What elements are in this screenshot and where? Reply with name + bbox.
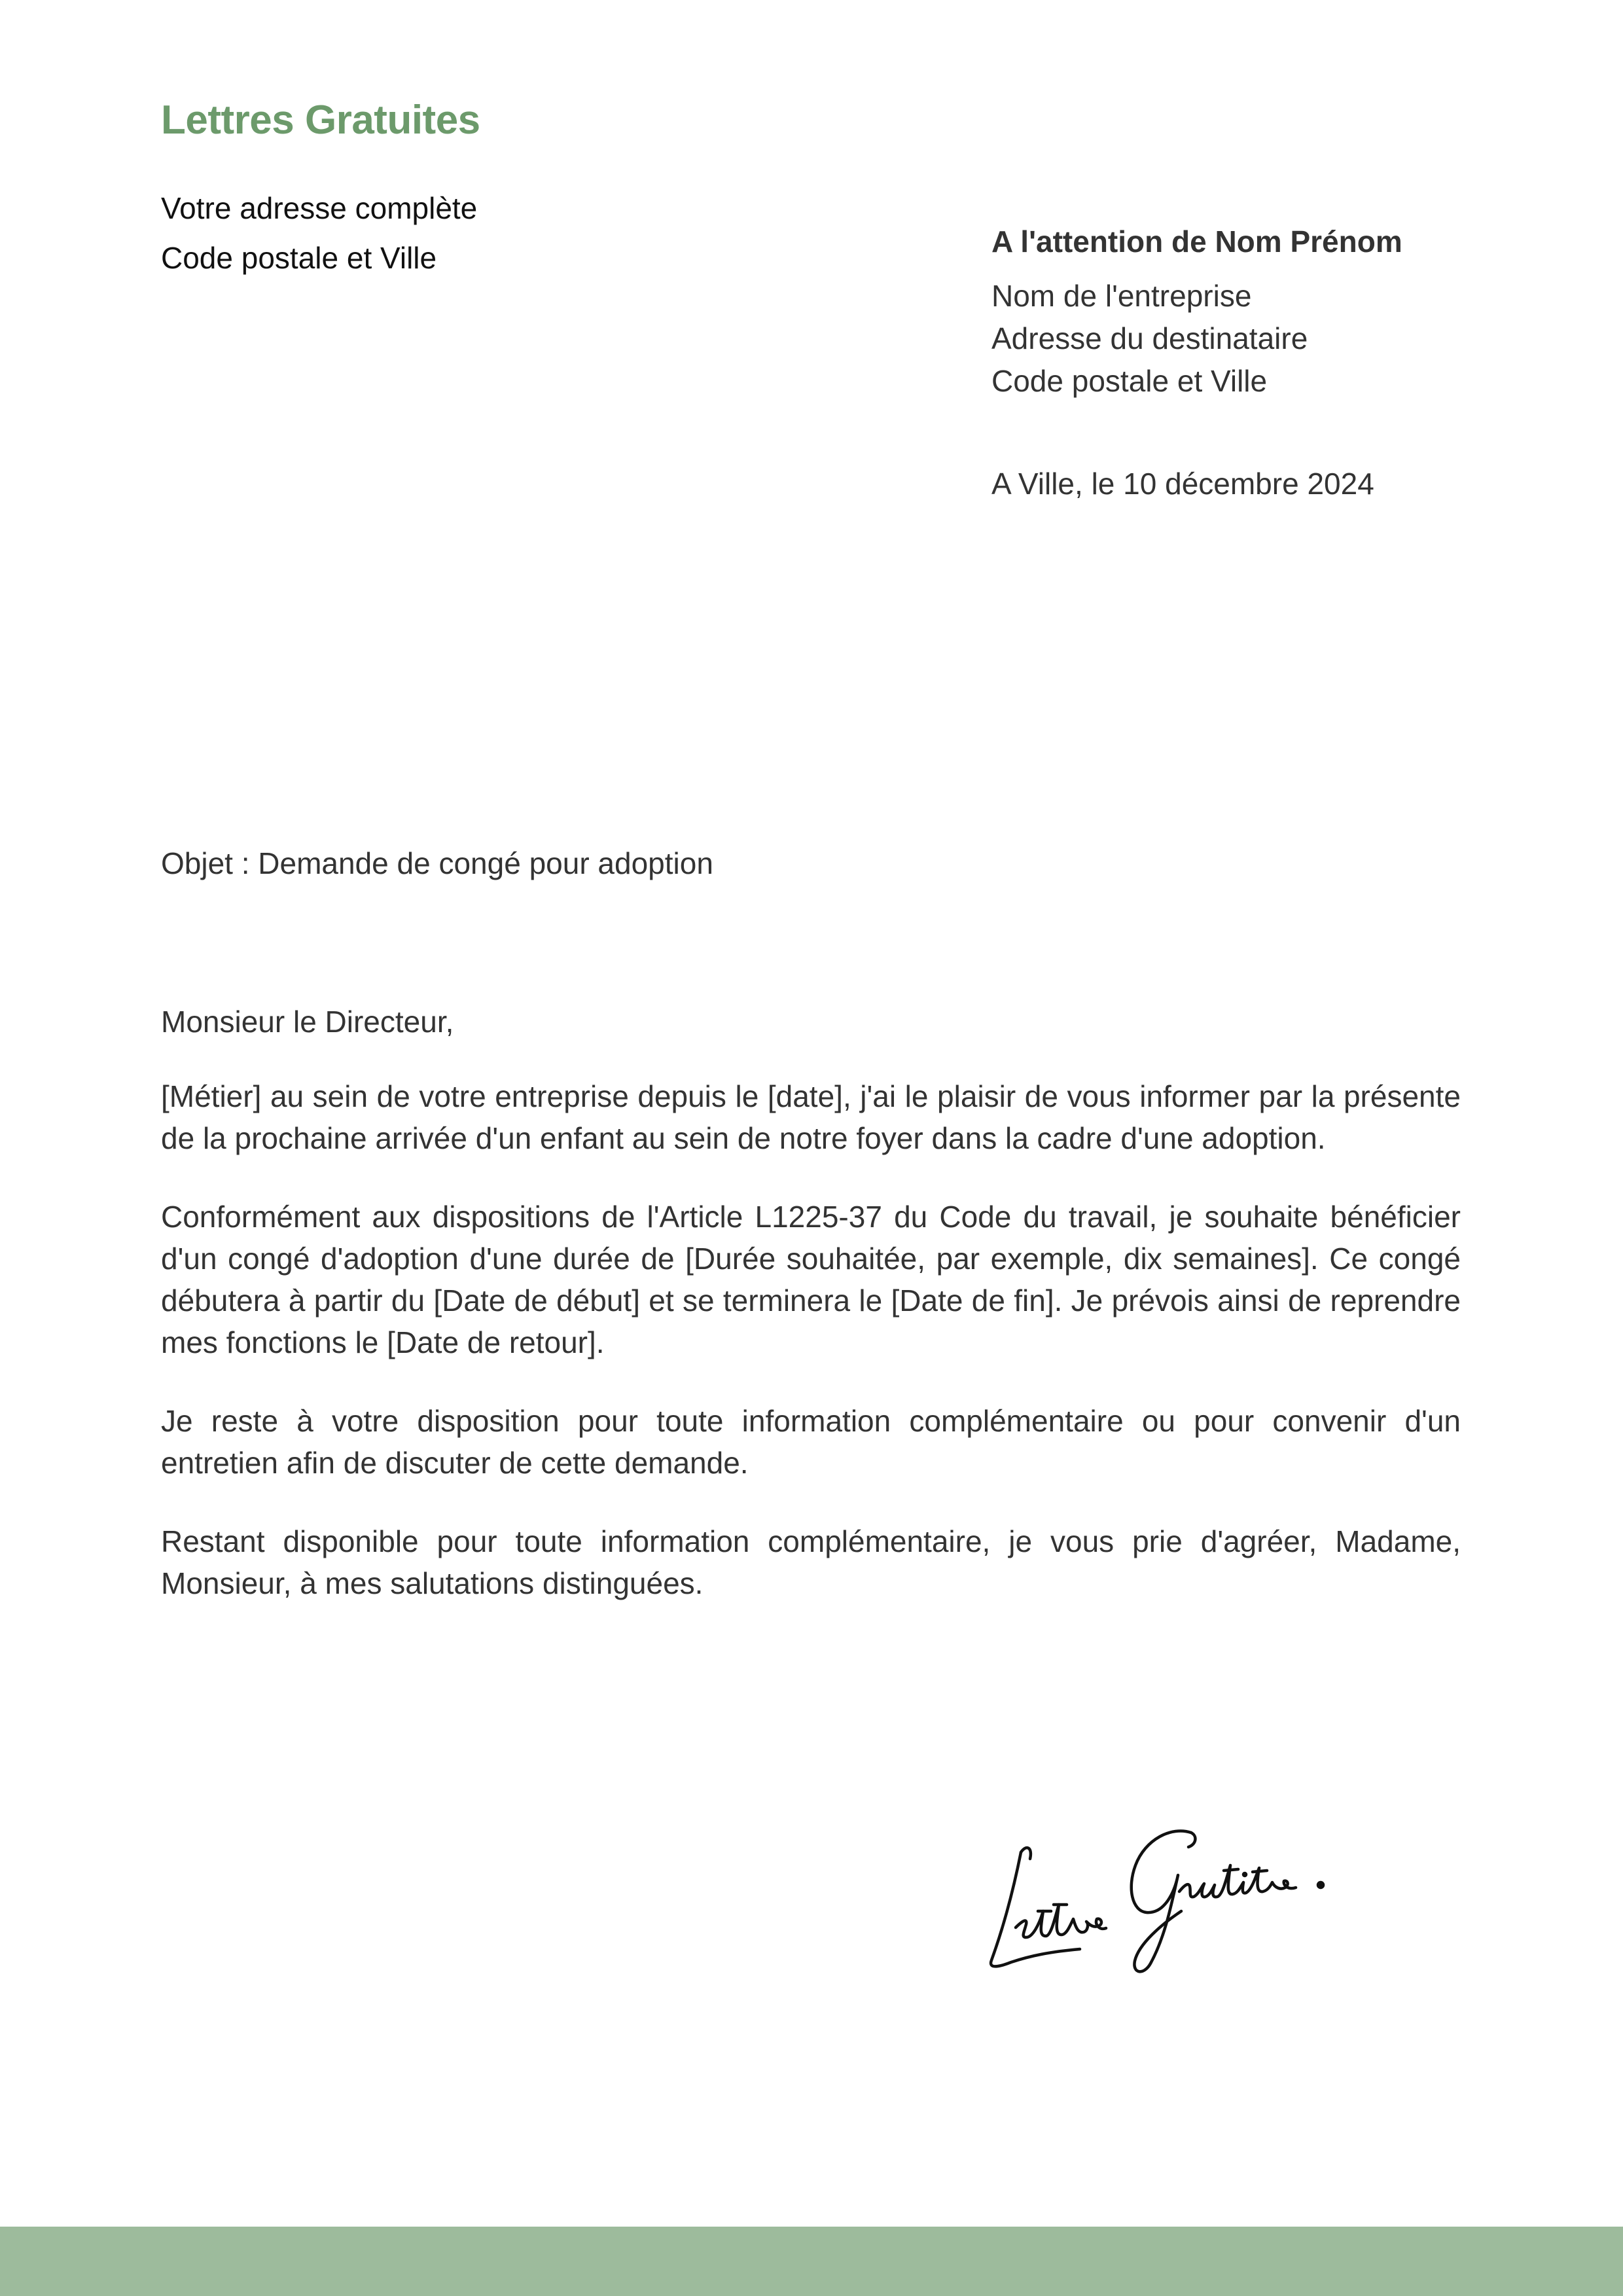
brand-title: Lettres Gratuites [161, 98, 480, 143]
body-paragraph-4: Restant disponible pour toute information complémentaire, je vous prie d'agréer, Madame, Monsieur, à mes salutations distinguées. [161, 1524, 1461, 1600]
recipient-address: Adresse du destinataire [991, 321, 1308, 355]
letter-subject: Objet : Demande de congé pour adoption [161, 846, 713, 880]
sender-city-line: Code postale et Ville [161, 241, 437, 275]
sender-address-line: Votre adresse complète [161, 191, 478, 225]
letter-date: A Ville, le 10 décembre 2024 [991, 467, 1374, 501]
handwritten-signature [975, 1813, 1355, 1983]
recipient-city: Code postale et Ville [991, 364, 1268, 398]
letter-body [161, 1001, 1461, 1641]
recipient-block [991, 220, 1402, 403]
recipient-attention: A l'attention de Nom Prénom [991, 224, 1402, 259]
body-paragraph-3: Je reste à votre disposition pour toute information complémentaire ou pour convenir d'un entretien afin de discuter de cette demande. [161, 1404, 1461, 1480]
body-paragraph-2: Conformément aux dispositions de l'Article L1225-37 du Code du travail, je souhaite bénéficier d'un congé d'adoption d'une durée de [Durée souhaitée, par exemple, dix semaines]. Ce congé débutera à partir du [Date de début] et se terminera le [Date de fin]. Je prévois ainsi de reprendre mes fonctions le [Date de retour]. [161, 1200, 1461, 1359]
salutation: Monsieur le Directeur, [161, 1005, 454, 1039]
body-paragraph-1: [Métier] au sein de votre entreprise depuis le [date], j'ai le plaisir de vous informer par la présente de la prochaine arrivée d'un enfant au sein de notre foyer dans la cadre d'une adoption. [161, 1079, 1461, 1155]
recipient-company: Nom de l'entreprise [991, 279, 1252, 313]
sender-address [161, 183, 477, 283]
footer-band [0, 2227, 1623, 2296]
